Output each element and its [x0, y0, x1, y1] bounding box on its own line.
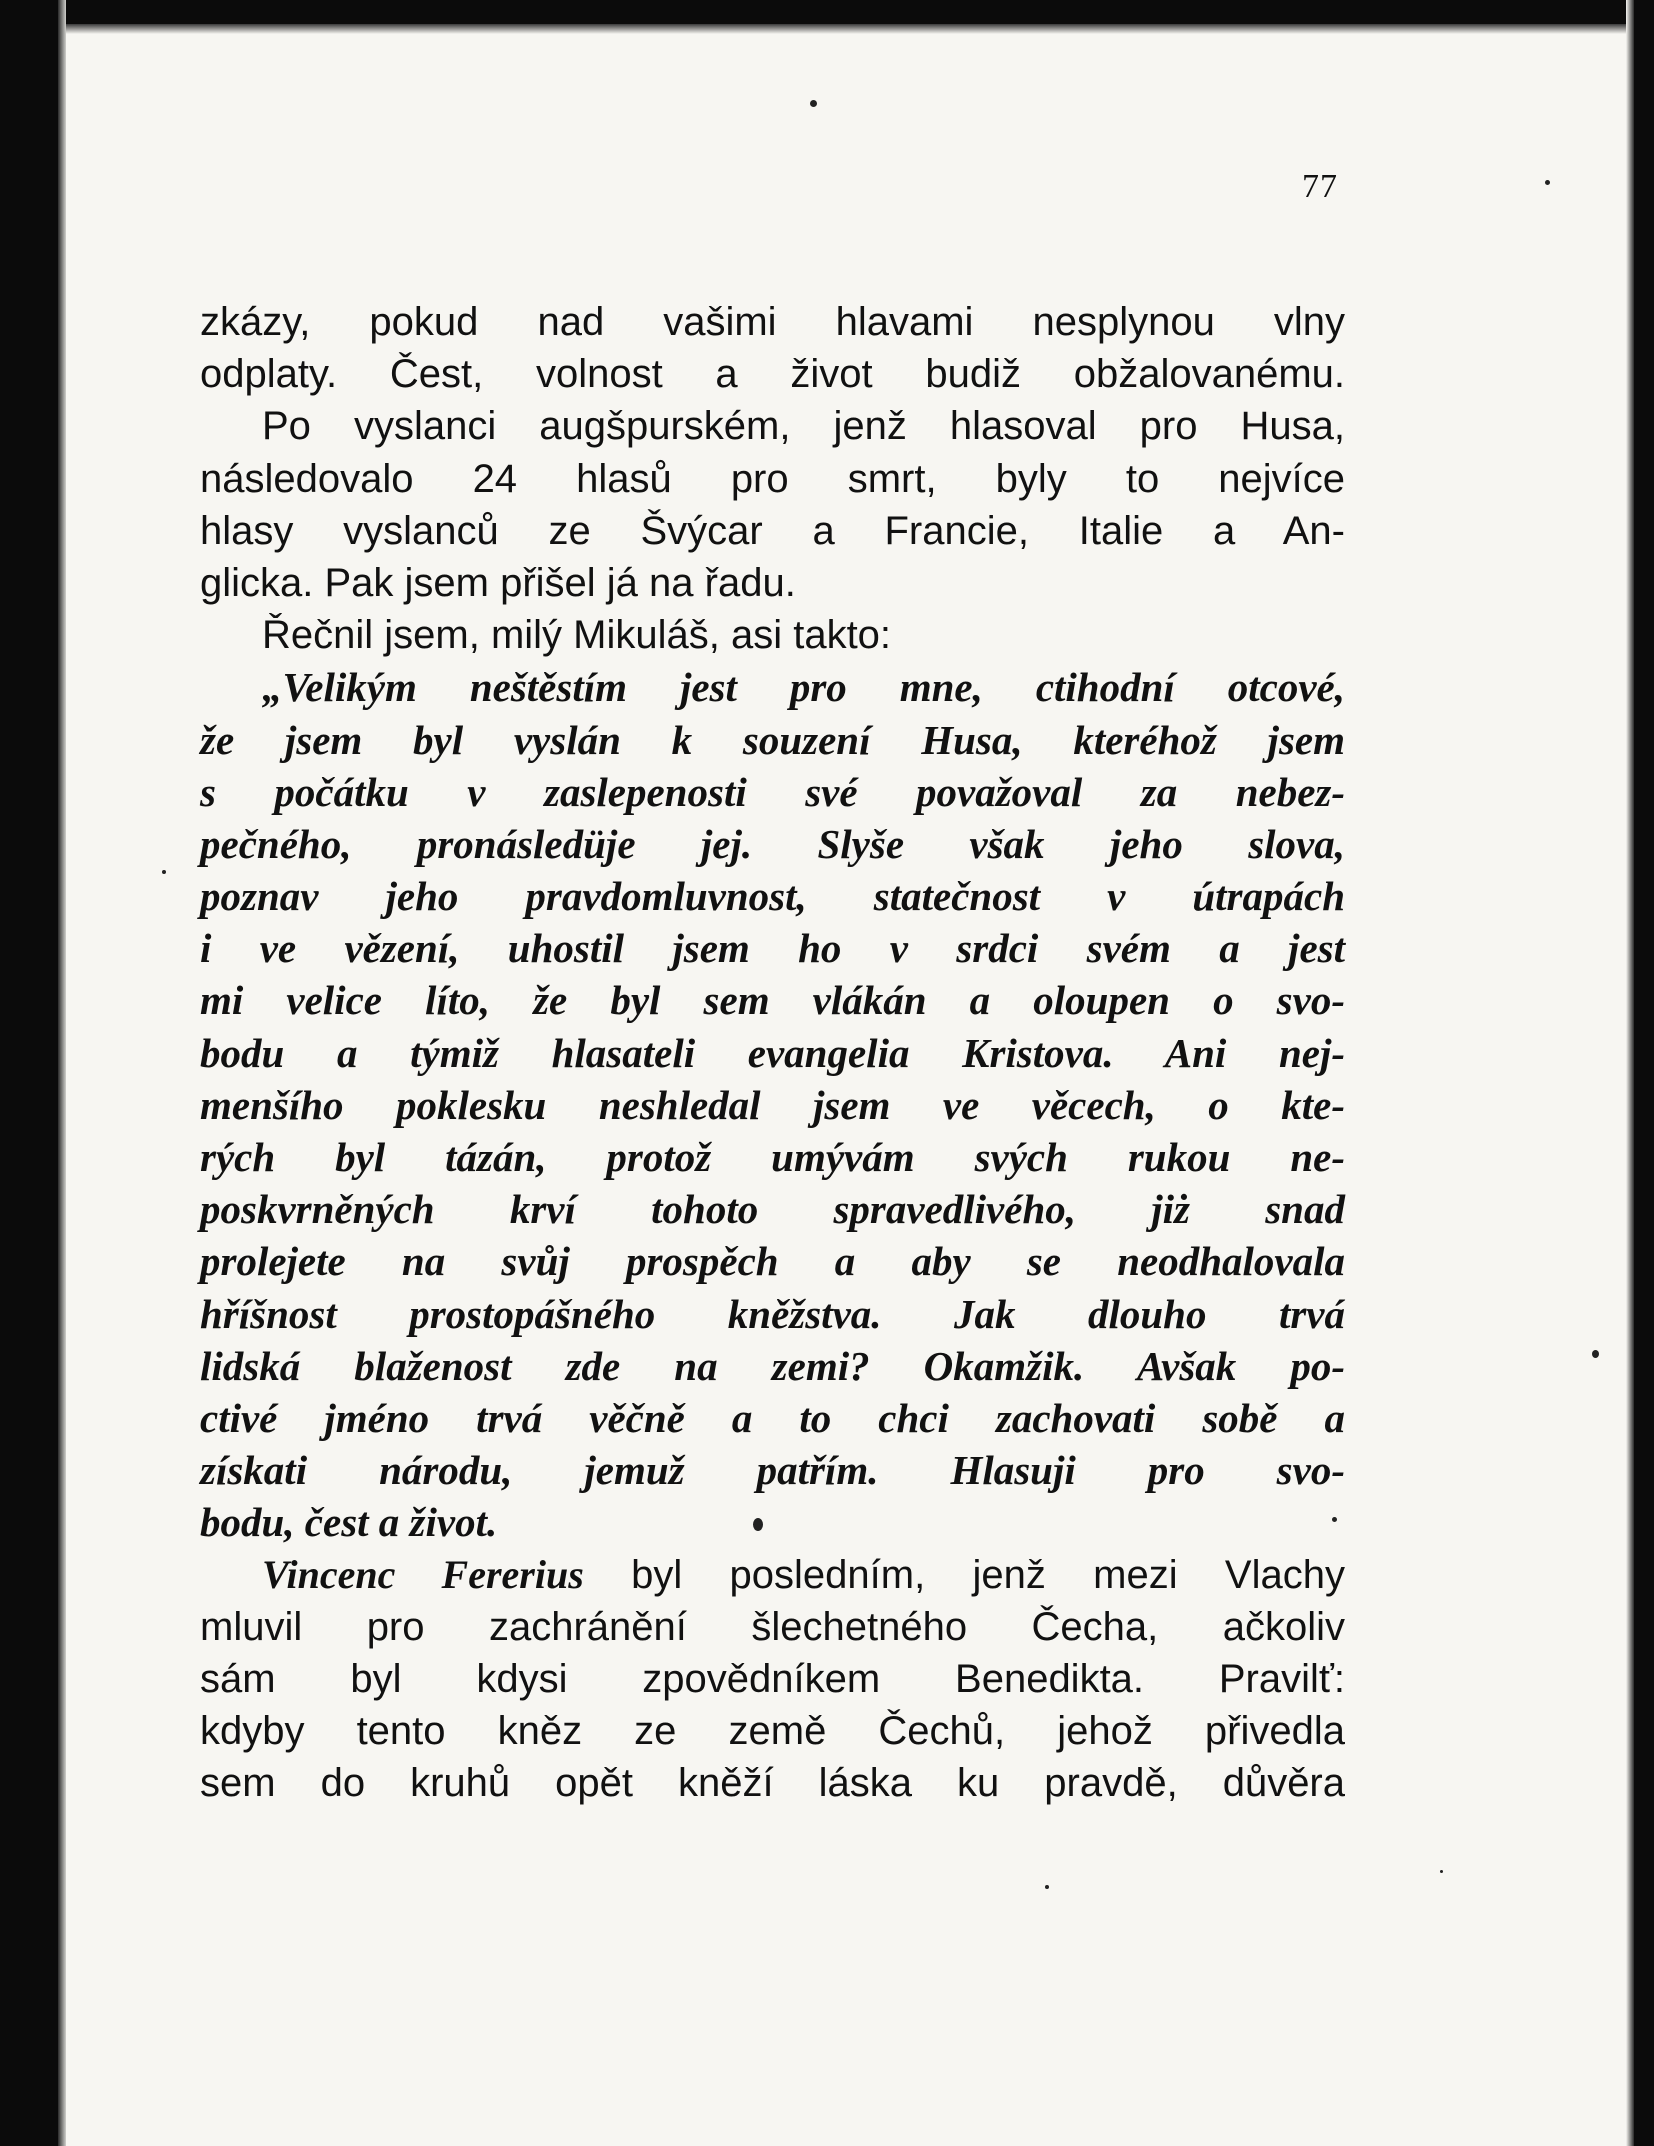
scan-speck	[162, 870, 166, 874]
scan-speck	[1332, 1517, 1337, 1522]
scan-speck	[1592, 1350, 1599, 1358]
text-line: sám byl kdysi zpovědníkem Benedikta. Pravilť:	[200, 1656, 1345, 1701]
page-body	[200, 296, 1345, 1809]
speech-line: že jsem byl vyslán k souzení Husa, kteréhož jsem	[200, 716, 1345, 763]
text-line: kdyby tento kněz ze země Čechů, jehož přivedla	[200, 1709, 1345, 1754]
speech-line: poskvrněných krví tohoto spravedlivého, jiż snad	[200, 1186, 1345, 1233]
text-line: odplaty. Čest, volnost a život budiž obžalovanému.	[200, 352, 1345, 397]
speech-line: „Velikým neštěstím jest pro mne, ctihodní otcové,	[262, 664, 1345, 711]
text-line: zkázy, pokud nad vašimi hlavami nesplynou vlny	[200, 300, 1345, 344]
speech-line: bodu, čest a život.	[200, 1499, 498, 1546]
scan-speck	[1440, 1870, 1443, 1873]
scan-edge-top	[0, 0, 1654, 24]
speech-line: hříšnost prostopášného kněžstva. Jak dlouho trvá	[200, 1290, 1345, 1337]
text-line: hlasy vyslanců ze Švýcar a Francie, Italie a An-	[200, 508, 1345, 553]
text-line: Po vyslanci augšpurském, jenž hlasoval pro Husa,	[262, 404, 1345, 449]
speech-line: s počátku v zaslepenosti své považoval za nebez-	[200, 768, 1345, 815]
text-line: mluvil pro zachránění šlechetného Čecha, ačkoliv	[200, 1604, 1345, 1649]
speech-line: rých byl tázán, protož umývám svých rukou ne-	[200, 1134, 1345, 1180]
text-line	[200, 1549, 1345, 1601]
speech-line: ctivé jméno trvá věčně a to chci zachovati sobě a	[200, 1394, 1345, 1441]
scan-edge-top-shadow	[60, 24, 1654, 34]
speech-line: mi velice líto, že byl sem vlákán a oloupen o svo-	[200, 977, 1345, 1024]
speech-line: i ve vězení, uhostil jsem ho v srdci svém a jest	[200, 925, 1345, 972]
scan-edge-left	[0, 0, 58, 2146]
text-line: Řečnil jsem, milý Mikuláš, asi takto:	[262, 613, 892, 658]
speech-line: menšího poklesku neshledal jsem ve věcech, o kte-	[200, 1081, 1345, 1128]
speech-line: prolejete na svůj prospěch a aby se neodhalovala	[200, 1238, 1345, 1285]
scan-speck	[753, 1518, 763, 1531]
speech-line: získati národu, jemuž patřím. Hlasuji pro svo-	[200, 1447, 1345, 1494]
speech-line: lidská blaženost zde na zemi? Okamžik. Avšak po-	[200, 1342, 1345, 1389]
text-line: sem do kruhů opět kněží láska ku pravdě, důvěra	[200, 1761, 1345, 1806]
person-name: Vincenc Fererius	[262, 1551, 584, 1597]
page-number: 77	[1302, 168, 1338, 205]
scan-speck	[1045, 1885, 1049, 1889]
speech-line: poznav jeho pravdomluvnost, statečnost v útrapách	[200, 873, 1345, 920]
text-line: následovalo 24 hlasů pro smrt, byly to nejvíce	[200, 456, 1345, 501]
text-line: glicka. Pak jsem přišel já na řadu.	[200, 560, 796, 605]
scan-speck	[810, 100, 817, 107]
scan-edge-right	[1634, 0, 1654, 2146]
speech-line: pečného, pronásledüje jej. Slyše však jeho slova,	[200, 820, 1345, 867]
scan-edge-left-shadow	[58, 0, 66, 2146]
scan-speck	[1545, 180, 1550, 185]
text-fragment: byl posledním, jenž mezi Vlachy	[583, 1552, 1345, 1597]
speech-line: bodu a týmiž hlasateli evangelia Kristova. Ani nej-	[200, 1029, 1345, 1076]
scan-edge-right-shadow	[1626, 0, 1634, 2146]
